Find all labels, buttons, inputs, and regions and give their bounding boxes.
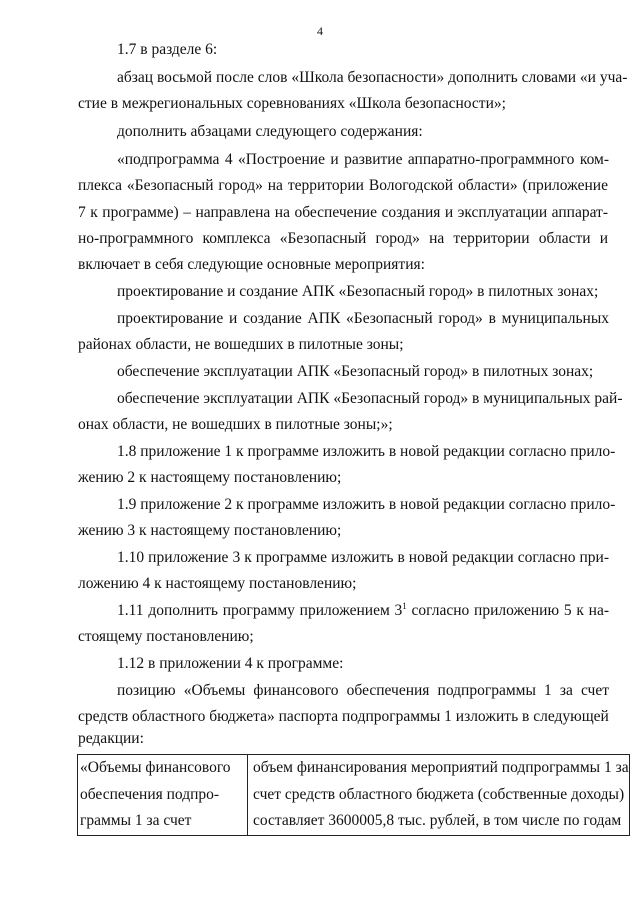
table-left-line-2: обеспечения подпро- <box>80 786 220 803</box>
table-cell-right <box>248 755 630 836</box>
paragraph-proektirovanie-2-line-1: проектирование и создание АПК «Безопасный город» в муниципальных <box>117 310 609 327</box>
table-right-line-2: счет средств областного бюджета (собственные доходы) <box>253 786 625 803</box>
paragraph-podprogramma-line-5: включает в себя следующие основные мероприятия: <box>78 256 425 273</box>
paragraph-obespechenie-2-line-1: обеспечение эксплуатации АПК «Безопасный город» в муниципальных рай- <box>117 390 623 407</box>
table-left-line-3: граммы 1 за счет <box>80 812 192 829</box>
paragraph-abzac-line-2: стие в межрегиональных соревнованиях «Школа безопасности»; <box>78 95 506 112</box>
paragraph-proektirovanie-2-line-2: районах области, не вошедших в пилотные зоны; <box>78 336 404 353</box>
paragraph-podprogramma-line-4: но-программного комплекса «Безопасный город» на территории области и <box>78 230 608 247</box>
table-right-line-1: объем финансирования мероприятий подпрограммы 1 за <box>253 759 629 776</box>
paragraph-1-7: 1.7 в разделе 6: <box>117 41 218 58</box>
paragraph-1-11-text-a: 1.11 дополнить программу приложением 3 <box>117 602 403 619</box>
paragraph-podprogramma-line-1: «подпрограмма 4 «Построение и развитие аппаратно-программного ком- <box>117 151 609 168</box>
paragraph-1-9-line-2: жению 3 к настоящему постановлению; <box>78 522 342 539</box>
table-left-line-1: «Объемы финансового <box>80 759 231 776</box>
paragraph-obespechenie-1: обеспечение эксплуатации АПК «Безопасный город» в пилотных зонах; <box>117 363 594 380</box>
paragraph-1-11-line-2: стоящему постановлению; <box>78 628 254 645</box>
paragraph-dopolnit: дополнить абзацами следующего содержания: <box>117 123 423 140</box>
paragraph-obespechenie-2-line-2: онах области, не вошедших в пилотные зоны;»; <box>78 416 393 433</box>
table-row <box>78 755 630 836</box>
paragraph-podprogramma-line-2: плекса «Безопасный город» на территории Вологодской области» (приложение <box>78 177 608 194</box>
paragraph-abzac-line-1: абзац восьмой после слов «Школа безопасности» дополнить словами «и уча- <box>117 69 628 86</box>
table-cell-left <box>78 755 248 836</box>
paragraph-poziciyu-line-1: позицию «Объемы финансового обеспечения подпрограммы 1 за счет <box>117 682 609 699</box>
paragraph-1-10-line-1: 1.10 приложение 3 к программе изложить в новой редакции согласно при- <box>117 549 609 566</box>
paragraph-1-11-superscript: 1 <box>402 601 407 611</box>
paragraph-poziciyu-line-3: редакции: <box>78 730 144 747</box>
paragraph-poziciyu-line-2: средств областного бюджета» паспорта подпрограммы 1 изложить в следующей <box>78 708 609 725</box>
page-number: 4 <box>317 24 323 38</box>
paragraph-1-12: 1.12 в приложении 4 к программе: <box>117 655 344 672</box>
paragraph-1-10-line-2: ложению 4 к настоящему постановлению; <box>78 575 357 592</box>
table-right-line-3: составляет 3600005,8 тыс. рублей, в том числе по годам <box>253 812 622 829</box>
passport-table <box>77 754 630 836</box>
paragraph-1-9-line-1: 1.9 приложение 2 к программе изложить в новой редакции согласно прило- <box>117 496 616 513</box>
paragraph-1-8-line-2: жению 2 к настоящему постановлению; <box>78 469 342 486</box>
paragraph-1-11-line-1 <box>117 601 609 621</box>
paragraph-podprogramma-line-3: 7 к программе) – направлена на обеспечение создания и эксплуатации аппарат- <box>78 204 608 221</box>
paragraph-1-8-line-1: 1.8 приложение 1 к программе изложить в новой редакции согласно прило- <box>117 443 616 460</box>
paragraph-1-11-text-b: согласно приложению 5 к на- <box>406 602 609 619</box>
paragraph-proektirovanie-1: проектирование и создание АПК «Безопасный город» в пилотных зонах; <box>117 283 599 300</box>
